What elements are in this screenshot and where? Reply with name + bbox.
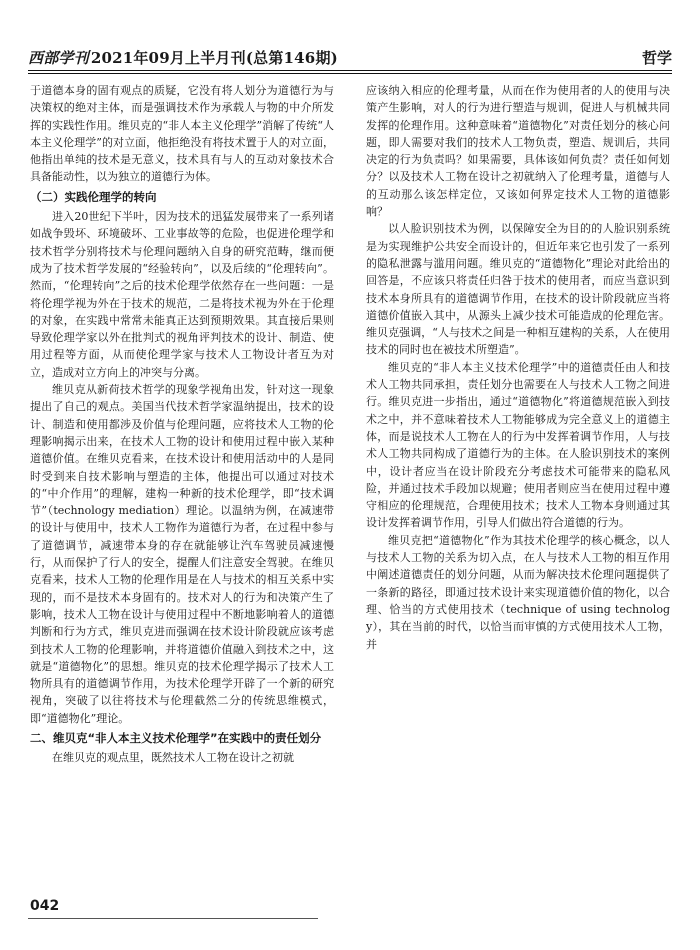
journal-brand: 西部学刊 — [28, 49, 89, 67]
paragraph: 在维贝克的观点里，既然技术人工物在设计之初就 — [52, 751, 294, 765]
journal-issue: 2021年09月上半月刊(总第146期) — [90, 49, 338, 67]
left-column — [30, 82, 334, 894]
footer-rule — [28, 918, 318, 919]
right-column — [366, 82, 670, 894]
paragraph: 进入20世纪下半叶，因为技术的迅猛发展带来了一系列诸如战争毁坏、环境破坏、工业事故等的危险，也促进伦理学和技术哲学分别将技术与伦理问题纳入自身的研究范畴，继而便成为了技术哲学发展的“经验转向”，以及后续的“伦理转向”。然而，“伦理转向”之后的技术伦理学依然存在一些问题：一是将伦理学视为外在于技术的规范，二是将技术视为外在于伦理的对象，在实践中常常未能真正达到预期效果。其直接后果则导致伦理学家以外在批判式的视角评判技术的设计、制造、使用过程等方面，从而使伦理学家与技术人工物设计者互为对立，造成对立方向上的冲突与分离。 — [30, 210, 334, 379]
journal-title — [28, 47, 338, 68]
page-number: 042 — [30, 898, 60, 914]
paragraph: 维贝克把“道德物化”作为其技术伦理学的核心概念，以人与技术人工物的关系为切入点，在人与技术人工物的相互作用中阐述道德责任的划分问题，从而为解决技术伦理问题提供了一条新的路径，即通过技术设计来实现道德价值的物化，以合理、恰当的方式使用技术（technique of using technology），其在当前的时代，以恰当而审慎的方式使用技术人工物，并 — [366, 533, 670, 651]
paragraph: 维贝克从新荷技术哲学的现象学视角出发，针对这一现象提出了自己的观点。美国当代技术哲学家温纳提出，技术的设计、制造和使用都涉及价值与伦理问题，应将技术人工物的伦理影响揭示出来，在技术人工物的设计和使用过程中嵌入某种道德价值。在维贝克看来，在技术设计和使用活动中的人是同时受到来自技术影响与塑造的主体，他提出可以通过对技术的“中介作用”的理解，建构一种新的技术伦理学，即“技术调节”（technology mediation）理论。以温纳为例，在减速带的设计与使用中，技术人工物作为道德行为者，在过程中参与了道德调节，减速带本身的存在就能够让汽车驾驶员减速慢行，从而保护了行人的安全，提醒人们注意安全驾驶。在维贝克看来，技术人工物的伦理作用是在人与技术的相互关系中实现的，而不是技术本身固有的。技术对人的行为和决策产生了影响，技术人工物在设计与使用过程中不断地影响着人的道德判断和行为方式，维贝克进而强调在技术设计阶段就应该考虑到技术人工物的伦理影响，并将道德价值融入到技术之中，这就是“道德物化”的思想。维贝克的技术伦理学揭示了技术人工物所具有的道德调节作用，为技术伦理学开辟了一个新的研究视角，突破了以往将技术与伦理截然二分的传统思维模式，即“道德物化”理论。 — [30, 383, 334, 725]
paragraph: 于道德本身的固有观点的质疑，它没有将人划分为道德行为与决策权的绝对主体，而是强调技术作为承载人与物的中介所发挥的实践性作用。维贝克的“非人本主义伦理学”消解了传统“人本主义伦理学”的对立面，他拒绝没有将技术置于人的对立面，他指出单纯的技术是无意义，技术具有与人的互动对象技术合具备能动性，以为独立的道德行为体。 — [30, 84, 334, 184]
paragraph: 以人脸识别技术为例，以保障安全为目的的人脸识别系统是为实现维护公共安全而设计的，但近年来它也引发了一系列的隐私泄露与滥用问题。维贝克的“道德物化”理论对此给出的回答是，不应该只将责任归咎于技术的使用者，而应当意识到技术本身所具有的道德调节作用，在技术的设计阶段就应当将道德价值嵌入其中，从源头上减少技术可能造成的伦理危害。维贝克强调，“人与技术之间是一种相互建构的关系，人在使用技术的同时也在被技术所塑造”。 — [366, 222, 670, 357]
section-label: 哲学 — [641, 49, 672, 67]
section-heading: 二、维贝克“非人本主义技术伦理学”在实践中的责任划分 — [30, 730, 322, 745]
paragraph: 应该纳入相应的伦理考量，从而在作为使用者的人的使用与决策产生影响，对人的行为进行塑造与规训，促进人与机械共同发挥的伦理作用。这种意味着“道德物化”对责任划分的核心问题，即人需要对我们的技术人工物负责，塑造、规训后，共同决定的行为负责吗？如果需要，具体该如何负责？责任如何划分？以及技术人工物在设计之初就纳入了伦理考量，道德与人的互动那么该怎样定位，又该如何界定技术人工物的道德影响？ — [366, 84, 670, 219]
header-rule-thin — [28, 73, 672, 74]
paragraph: 维贝克的“非人本主义技术伦理学”中的道德责任由人和技术人工物共同承担，责任划分也需要在人与技术人工物之间进行。维贝克进一步指出，通过“道德物化”将道德规范嵌入到技术之中，并不意味着技术人工物能够成为完全意义上的道德主体，而是说技术人工物在人的行为中发挥着调节作用，人与技术人工物共同构成了道德行为的主体。在人脸识别技术的案例中，设计者应当在设计阶段充分考虑技术可能带来的隐私风险，并通过技术手段加以规避；使用者则应当在使用过程中遵守相应的伦理规范，合理使用技术；技术人工物本身则通过其设计发挥着调节作用，引导人们做出符合道德的行为。 — [366, 360, 670, 530]
subsection-heading: （二）实践伦理学的转向 — [30, 189, 157, 204]
page-header — [28, 44, 672, 68]
header-rule — [28, 70, 672, 71]
